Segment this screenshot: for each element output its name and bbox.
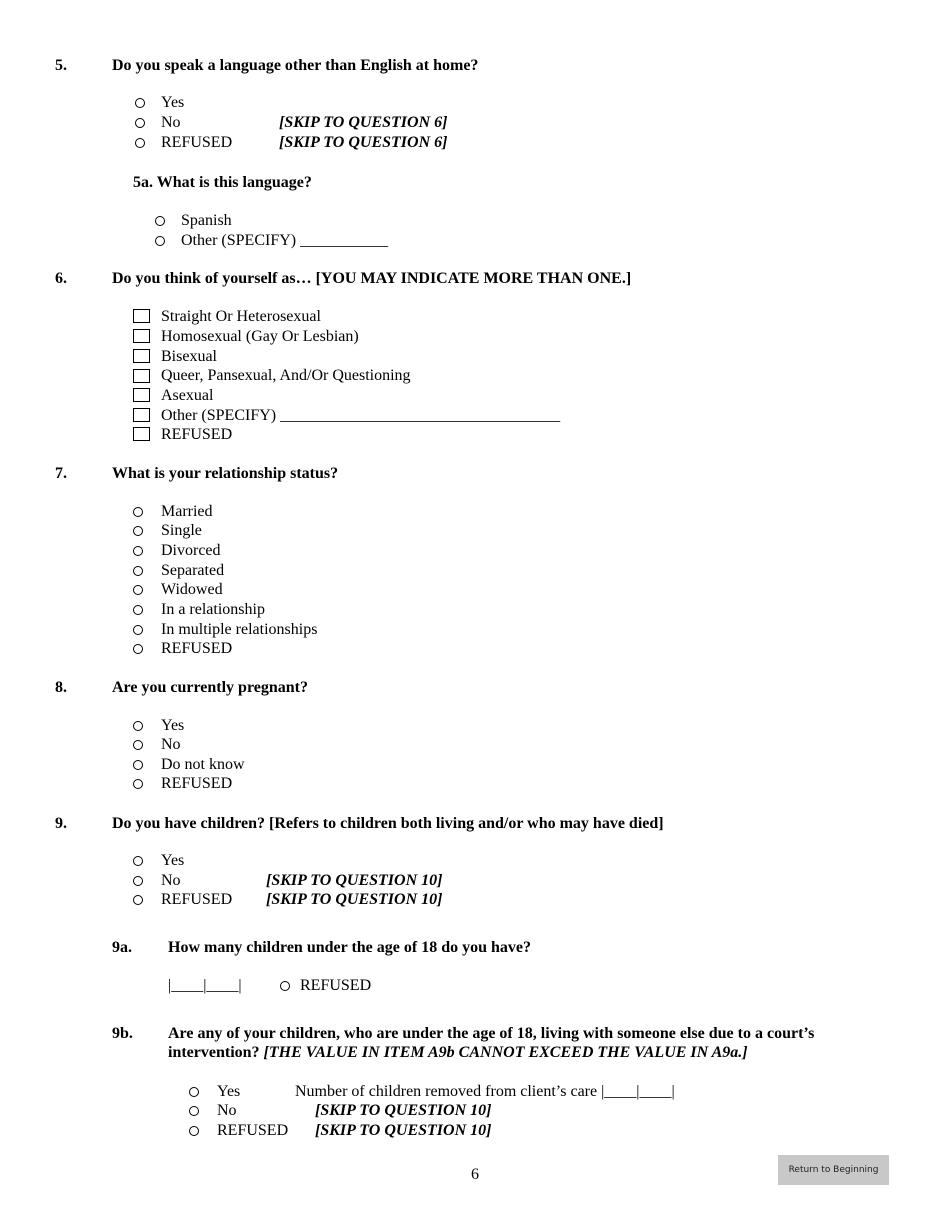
q6-checkbox-3[interactable]: [133, 349, 150, 363]
q7-option-6: In a relationship: [161, 601, 265, 618]
q7-option-1: Married: [161, 503, 213, 520]
q5a-other-label: Other (SPECIFY) ___________: [181, 232, 389, 249]
q9b-yes-radio[interactable]: [189, 1087, 199, 1097]
q7-text: What is your relationship status?: [112, 465, 339, 482]
q5a-text: 5a. What is this language?: [133, 174, 312, 191]
q9b-text-line1: Are any of your children, who are under the age of 18, living with someone else due to a court’s: [168, 1025, 815, 1042]
q9a-number: 9a.: [112, 939, 132, 956]
q9a-refused-radio[interactable]: [280, 981, 290, 991]
q8-radio-2[interactable]: [133, 740, 143, 750]
q5-number: 5.: [55, 57, 67, 74]
q6-option-7: REFUSED: [161, 426, 233, 443]
q8-text: Are you currently pregnant?: [112, 679, 308, 696]
q8-option-1: Yes: [161, 717, 185, 734]
q6-checkbox-7[interactable]: [133, 427, 150, 441]
q6-checkbox-1[interactable]: [133, 309, 150, 323]
q7-radio-2[interactable]: [133, 526, 143, 536]
q8-option-3: Do not know: [161, 756, 245, 773]
q6-option-5: Asexual: [161, 387, 214, 404]
q6-option-1: Straight Or Heterosexual: [161, 308, 321, 325]
q9b-no-radio[interactable]: [189, 1106, 199, 1116]
q9b-yes-detail[interactable]: Number of children removed from client’s care |____|____|: [295, 1083, 675, 1100]
q9-no-label: No: [161, 872, 181, 889]
q9-refused-radio[interactable]: [133, 895, 143, 905]
q6-checkbox-2[interactable]: [133, 329, 150, 343]
q6-checkbox-5[interactable]: [133, 388, 150, 402]
q9b-yes-label: Yes: [217, 1083, 241, 1100]
q7-option-2: Single: [161, 522, 202, 539]
q9-no-skip: [SKIP TO QUESTION 10]: [266, 872, 443, 889]
q9a-count-entry[interactable]: |____|____|: [168, 977, 242, 994]
q8-radio-1[interactable]: [133, 721, 143, 731]
q8-option-2: No: [161, 736, 181, 753]
q9-refused-skip: [SKIP TO QUESTION 10]: [266, 891, 443, 908]
q7-option-5: Widowed: [161, 581, 223, 598]
q5a-other-radio[interactable]: [155, 236, 165, 246]
q6-number: 6.: [55, 270, 67, 287]
q9a-refused-label: REFUSED: [300, 977, 372, 994]
q8-option-4: REFUSED: [161, 775, 233, 792]
q9b-instruction: [THE VALUE IN ITEM A9b CANNOT EXCEED THE VALUE IN A9a.]: [263, 1044, 748, 1061]
q5-no-skip: [SKIP TO QUESTION 6]: [279, 114, 448, 131]
q5-text: Do you speak a language other than English at home?: [112, 57, 479, 74]
q9-no-radio[interactable]: [133, 876, 143, 886]
q7-option-8: REFUSED: [161, 640, 233, 657]
q6-text: Do you think of yourself as… [YOU MAY INDICATE MORE THAN ONE.]: [112, 270, 632, 287]
q9-number: 9.: [55, 815, 67, 832]
q9b-number: 9b.: [112, 1025, 133, 1042]
q8-radio-3[interactable]: [133, 760, 143, 770]
q8-number: 8.: [55, 679, 67, 696]
q9b-refused-label: REFUSED: [217, 1122, 289, 1139]
return-to-beginning-button[interactable]: Return to Beginning: [778, 1155, 889, 1185]
q9b-text-line2: [168, 1043, 748, 1063]
q9b-refused-skip: [SKIP TO QUESTION 10]: [315, 1122, 492, 1139]
q9-refused-label: REFUSED: [161, 891, 233, 908]
page-number: 6: [471, 1166, 479, 1183]
q7-number: 7.: [55, 465, 67, 482]
q5-yes-radio[interactable]: [135, 98, 145, 108]
q5-yes-label: Yes: [161, 94, 185, 111]
q5a-spanish-radio[interactable]: [155, 216, 165, 226]
q7-radio-7[interactable]: [133, 625, 143, 635]
q9b-text-line2-bold: intervention?: [168, 1044, 260, 1061]
q7-option-3: Divorced: [161, 542, 221, 559]
q7-radio-3[interactable]: [133, 546, 143, 556]
q9a-text: How many children under the age of 18 do you have?: [168, 939, 531, 956]
q6-option-4: Queer, Pansexual, And/Or Questioning: [161, 367, 411, 384]
q6-option-2: Homosexual (Gay Or Lesbian): [161, 328, 359, 345]
q7-radio-6[interactable]: [133, 605, 143, 615]
q9b-no-skip: [SKIP TO QUESTION 10]: [315, 1102, 492, 1119]
q7-radio-4[interactable]: [133, 566, 143, 576]
q9-text: Do you have children? [Refers to children both living and/or who may have died]: [112, 815, 664, 832]
q9b-no-label: No: [217, 1102, 237, 1119]
q6-option-3: Bisexual: [161, 348, 217, 365]
q7-radio-5[interactable]: [133, 585, 143, 595]
q9-yes-radio[interactable]: [133, 856, 143, 866]
q6-checkbox-4[interactable]: [133, 369, 150, 383]
q5-refused-radio[interactable]: [135, 138, 145, 148]
q6-option-6: Other (SPECIFY) ___________________________________: [161, 407, 561, 424]
q7-option-4: Separated: [161, 562, 225, 579]
q9b-refused-radio[interactable]: [189, 1126, 199, 1136]
q9-yes-label: Yes: [161, 852, 185, 869]
q5a-spanish-label: Spanish: [181, 212, 232, 229]
q7-radio-8[interactable]: [133, 644, 143, 654]
q6-checkbox-6[interactable]: [133, 408, 150, 422]
q7-option-7: In multiple relationships: [161, 621, 318, 638]
q7-radio-1[interactable]: [133, 507, 143, 517]
q5-refused-label: REFUSED: [161, 134, 233, 151]
q5-refused-skip: [SKIP TO QUESTION 6]: [279, 134, 448, 151]
q8-radio-4[interactable]: [133, 779, 143, 789]
q5-no-label: No: [161, 114, 181, 131]
q5-no-radio[interactable]: [135, 118, 145, 128]
